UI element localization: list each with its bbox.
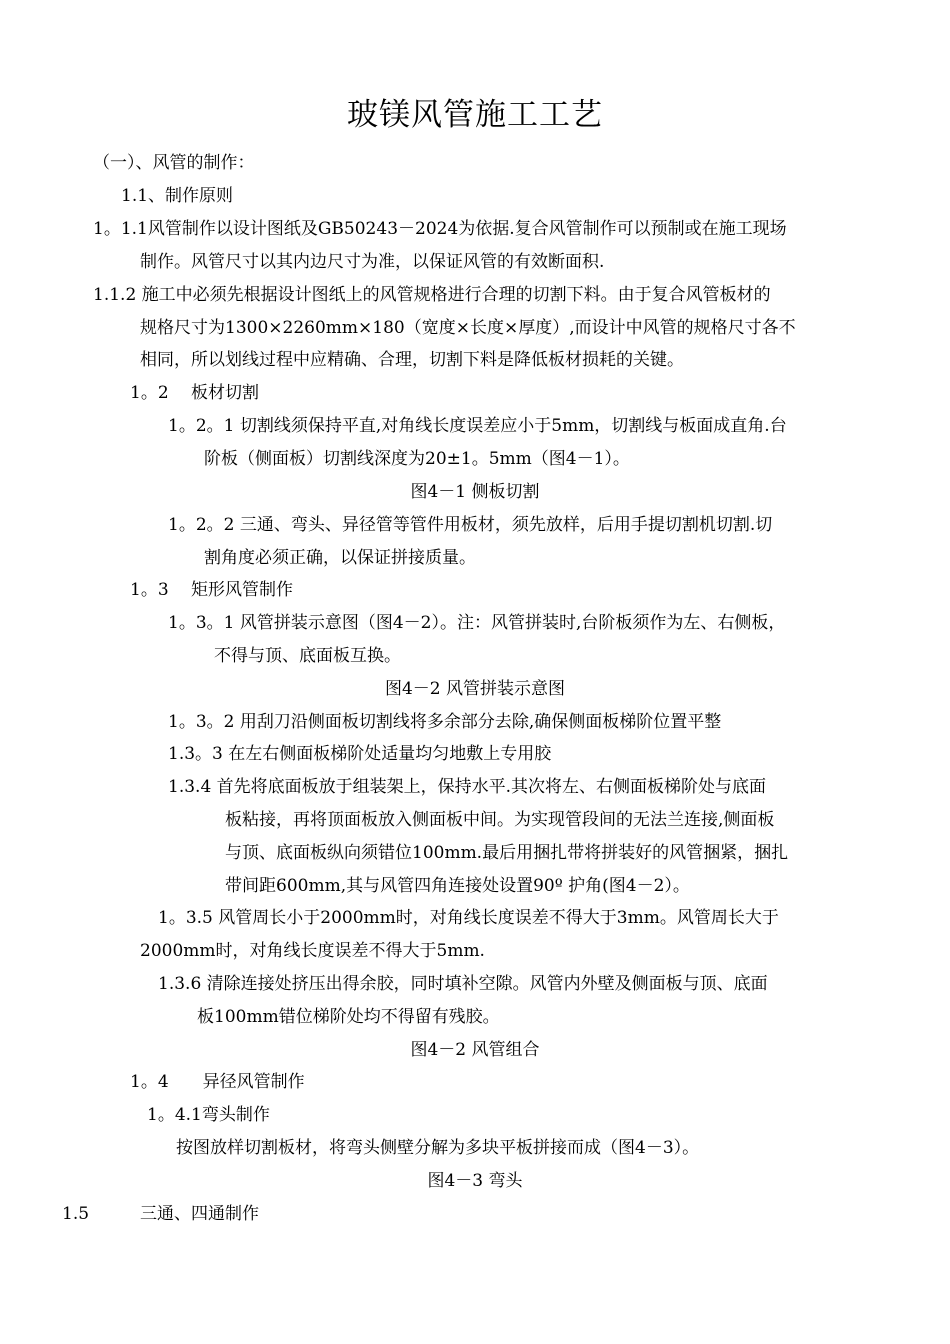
subsection-heading: 1。4 异径风管制作 bbox=[130, 1072, 305, 1092]
subsection-heading: 1。2 板材切割 bbox=[130, 383, 260, 403]
subsection-heading: 1.1、制作原则 bbox=[121, 186, 234, 206]
paragraph-line: 与顶、底面板纵向须错位100mm.最后用捆扎带将拼装好的风管捆紧，捆扎 bbox=[225, 843, 789, 863]
figure-caption: 图4－3 弯头 bbox=[427, 1171, 523, 1191]
paragraph-line: 板粘接，再将顶面板放入侧面板中间。为实现管段间的无法兰连接,侧面板 bbox=[225, 810, 775, 830]
subsection-heading: 1。3 矩形风管制作 bbox=[130, 580, 294, 600]
paragraph-line: 1。2。2 三通、弯头、异径管等管件用板材，须先放样，后用手提切割机切割.切 bbox=[168, 515, 773, 535]
page-title: 玻镁风管施工工艺 bbox=[347, 97, 603, 133]
paragraph-line: 1.3.4 首先将底面板放于组装架上，保持水平.其次将左、右侧面板梯阶处与底面 bbox=[168, 777, 767, 797]
figure-caption: 图4－2 风管拼装示意图 bbox=[384, 679, 566, 699]
subsection-heading: 1。4.1弯头制作 bbox=[147, 1105, 270, 1125]
section-heading: （一）、风管的制作： bbox=[93, 153, 255, 173]
paragraph-line: 不得与顶、底面板互换。 bbox=[214, 646, 401, 666]
paragraph-line: 相同，所以划线过程中应精确、合理，切割下料是降低板材损耗的关键。 bbox=[140, 350, 684, 370]
paragraph-line: 1。2。1 切割线须保持平直,对角线长度误差应小于5mm，切割线与板面成直角.台 bbox=[168, 416, 787, 436]
paragraph-line: 1.3。3 在左右侧面板梯阶处适量均匀地敷上专用胶 bbox=[168, 744, 552, 764]
subsection-heading: 1.5 三通、四通制作 bbox=[62, 1204, 260, 1224]
paragraph-line: 阶板（侧面板）切割线深度为20±1。5mm（图4－1）。 bbox=[204, 449, 630, 469]
paragraph-line: 规格尺寸为1300×2260mm×180（宽度×长度×厚度）,而设计中风管的规格尺寸各不 bbox=[140, 318, 796, 338]
paragraph-line: 1.3.6 清除连接处挤压出得余胶，同时填补空隙。风管内外壁及侧面板与顶、底面 bbox=[158, 974, 768, 994]
paragraph-line: 1。3.5 风管周长小于2000mm时，对角线长度误差不得大于3mm。风管周长大于 bbox=[158, 908, 779, 928]
paragraph-line: 割角度必须正确，以保证拼接质量。 bbox=[204, 548, 476, 568]
paragraph-line: 1。1.1风管制作以设计图纸及GB50243－2024为依据.复合风管制作可以预制或在施工现场 bbox=[93, 219, 787, 239]
paragraph-line: 带间距600mm,其与风管四角连接处设置90º 护角(图4－2）。 bbox=[225, 876, 690, 896]
paragraph-line: 1。3。2 用刮刀沿侧面板切割线将多余部分去除,确保侧面板梯阶位置平整 bbox=[168, 712, 722, 732]
figure-caption: 图4－1 侧板切割 bbox=[410, 482, 540, 502]
paragraph-line: 1。3。1 风管拼装示意图（图4－2）。注：风管拼装时,台阶板须作为左、右侧板， bbox=[168, 613, 786, 633]
figure-caption: 图4－2 风管组合 bbox=[410, 1040, 540, 1060]
paragraph-line: 制作。风管尺寸以其内边尺寸为准，以保证风管的有效断面积. bbox=[140, 252, 605, 272]
paragraph-line: 2000mm时，对角线长度误差不得大于5mm. bbox=[140, 941, 485, 961]
paragraph-line: 按图放样切割板材，将弯头侧壁分解为多块平板拼接而成（图4－3）。 bbox=[176, 1138, 700, 1158]
paragraph-line: 板100mm错位梯阶处均不得留有残胶。 bbox=[197, 1007, 500, 1027]
paragraph-line: 1.1.2 施工中必须先根据设计图纸上的风管规格进行合理的切割下料。由于复合风管板材的 bbox=[93, 285, 771, 305]
